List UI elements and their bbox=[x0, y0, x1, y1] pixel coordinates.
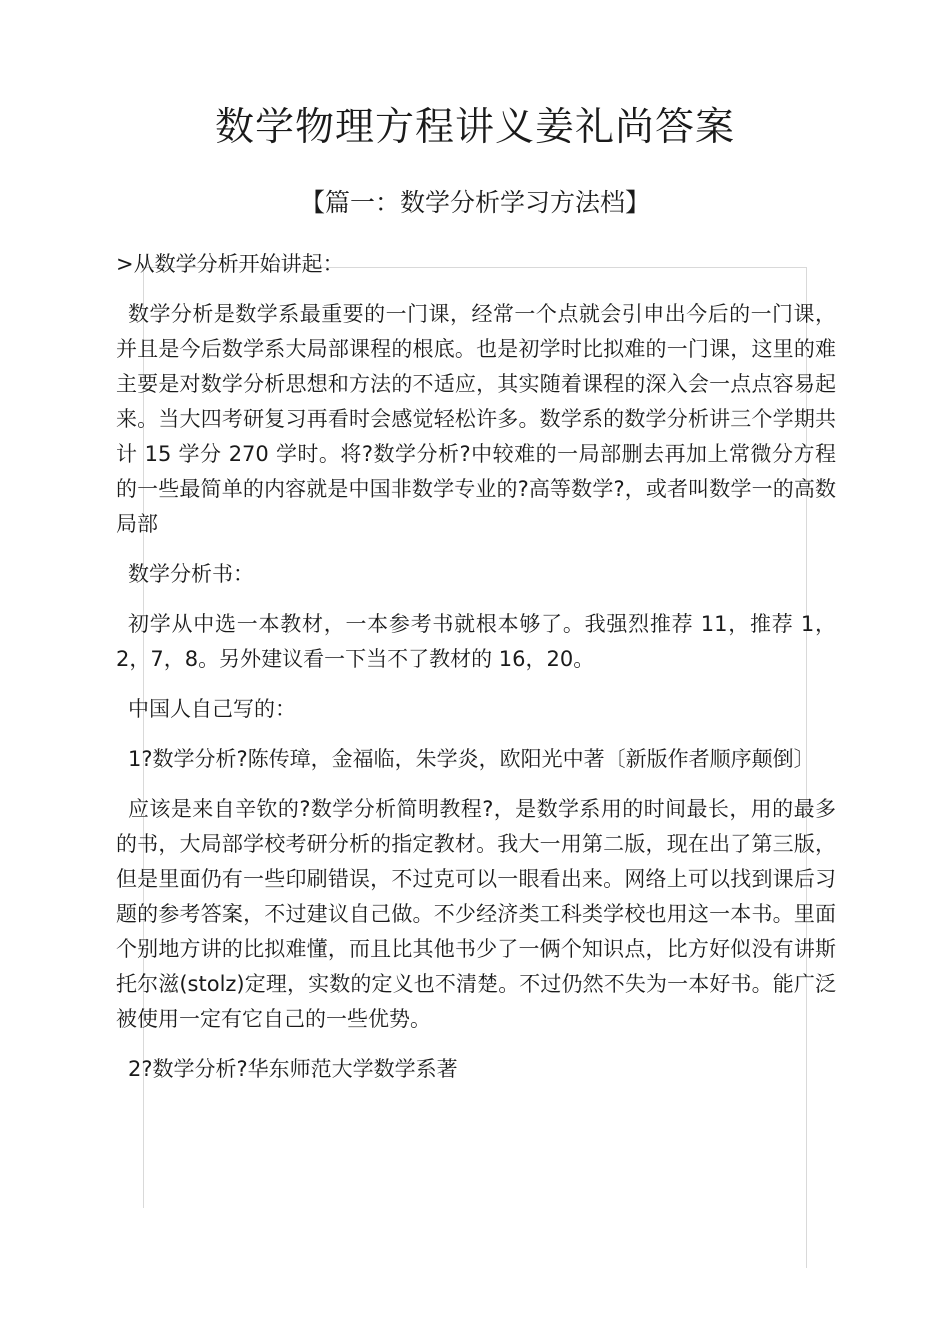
paragraph-book-1-review: 应该是来自辛钦的?数学分析简明教程?，是数学系用的时间最长，用的最多的书，大局部学校考研分析的指定教材。我大一用第二版，现在出了第三版，但是里面仍有一些印刷错误，不过克可以一眼看出来。网络上可以找到课后习题的参考答案，不过建议自己做。不少经济类工科类学校也用这一本书。里面个别地方讲的比拟难懂，而且比其他书少了一俩个知识点，比方好似没有讲斯托尔滋(stolz)定理，实数的定义也不清楚。不过仍然不失为一本好书。能广泛被使用一定有它自己的一些优势。 bbox=[116, 797, 836, 1031]
paragraph-books-heading: 数学分析书： bbox=[128, 562, 254, 586]
paragraph-book-2: 2?数学分析?华东师范大学数学系著 bbox=[128, 1057, 458, 1081]
paragraph-intro: >从数学分析开始讲起： bbox=[116, 252, 344, 276]
document-title: 数学物理方程讲义姜礼尚答案 bbox=[214, 105, 735, 150]
paragraph-recommendation: 初学从中选一本教材，一本参考书就根本够了。我强烈推荐 11，推荐 1，2，7，8。另外建议看一下当不了教材的 16，20。 bbox=[116, 612, 836, 671]
paragraph-overview: 数学分析是数学系最重要的一门课，经常一个点就会引申出今后的一门课，并且是今后数学系大局部课程的根底。也是初学时比拟难的一门课，这里的难主要是对数学分析思想和方法的不适应，其实随着课程的深入会一点点容易起来。当大四考研复习再看时会感觉轻松许多。数学系的数学分析讲三个学期共计 15 学分 270 学时。将?数学分析?中较难的一局部删去再加上常微分方程的一些最简单的内容就是中国非数学专业的?高等数学?，或者叫数学一的高数局部 bbox=[116, 302, 836, 536]
document-body bbox=[116, 247, 836, 1102]
paragraph-book-1: 1?数学分析?陈传璋，金福临，朱学炎，欧阳光中著〔新版作者顺序颠倒〕 bbox=[128, 747, 815, 771]
document-subtitle: 【篇一：数学分析学习方法档】 bbox=[299, 188, 650, 217]
paragraph-chinese-authors: 中国人自己写的： bbox=[128, 697, 296, 721]
